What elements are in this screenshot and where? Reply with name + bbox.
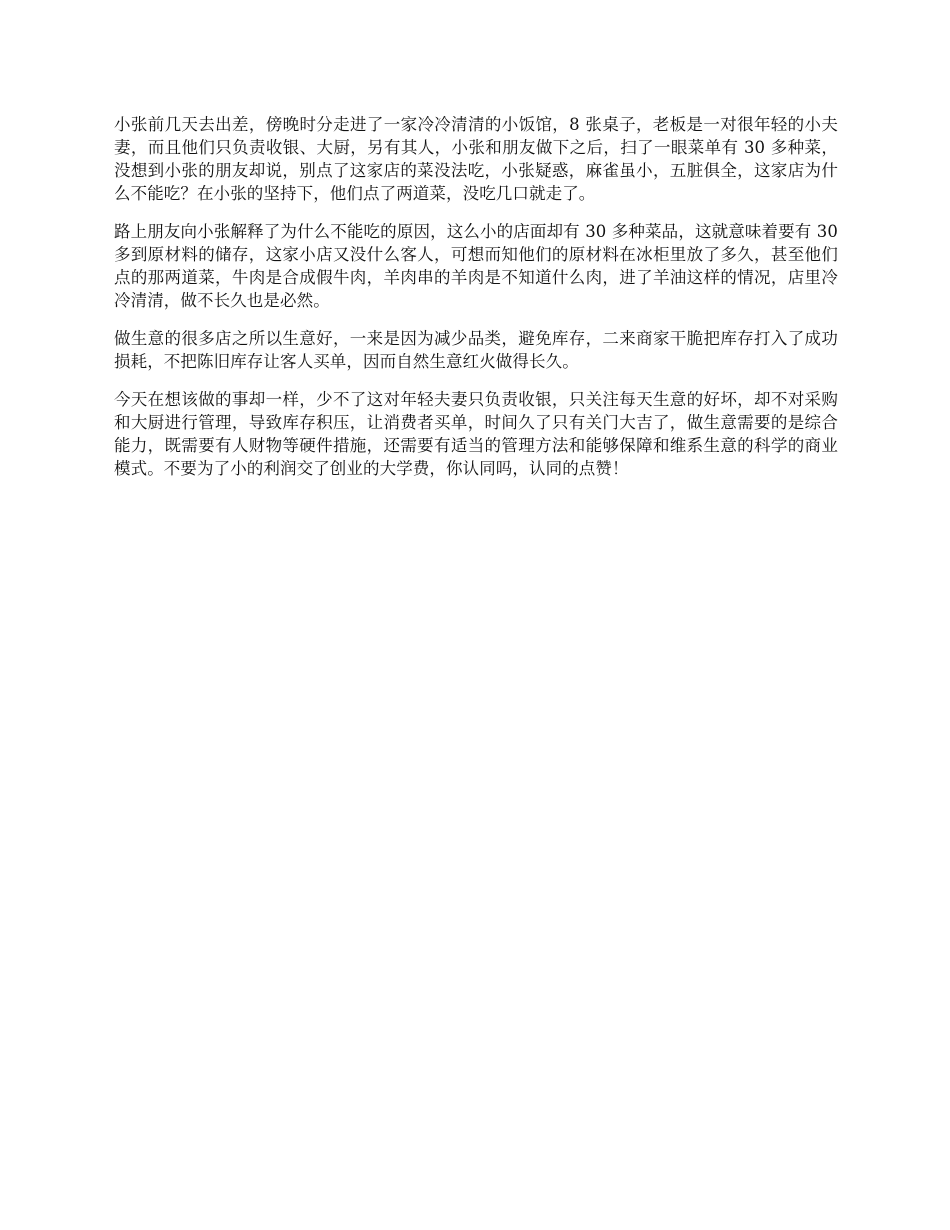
- article-body: [114, 113, 838, 495]
- paragraph-1: 小张前几天去出差，傍晚时分走进了一家冷冷清清的小饭馆，8 张桌子，老板是一对很年轻的小夫妻，而且他们只负责收银、大厨，另有其人，小张和朋友做下之后，扫了一眼菜单有 30 多种菜，没想到小张的朋友却说，别点了这家店的菜没法吃，小张疑惑，麻雀虽小，五脏俱全，这家店为什么不能吃？在小张的坚持下，他们点了两道菜，没吃几口就走了。: [114, 115, 838, 203]
- paragraph-2: 路上朋友向小张解释了为什么不能吃的原因，这么小的店面却有 30 多种菜品，这就意味着要有 30 多到原材料的储存，这家小店又没什么客人，可想而知他们的原材料在冰柜里放了多久，甚至他们点的那两道菜，牛肉是合成假牛肉，羊肉串的羊肉是不知道什么肉，进了羊油这样的情况，店里冷冷清清，做不长久也是必然。: [114, 222, 838, 310]
- paragraph-4: 今天在想该做的事却一样，少不了这对年轻夫妻只负责收银，只关注每天生意的好坏，却不对采购和大厨进行管理，导致库存积压，让消费者买单，时间久了只有关门大吉了，做生意需要的是综合能力，既需要有人财物等硬件措施，还需要有适当的管理方法和能够保障和维系生意的科学的商业模式。不要为了小的利润交了创业的大学费，你认同吗，认同的点赞！: [114, 390, 838, 478]
- paragraph-3: 做生意的很多店之所以生意好，一来是因为减少品类，避免库存，二来商家干脆把库存打入了成功损耗，不把陈旧库存让客人买单，因而自然生意红火做得长久。: [114, 329, 838, 371]
